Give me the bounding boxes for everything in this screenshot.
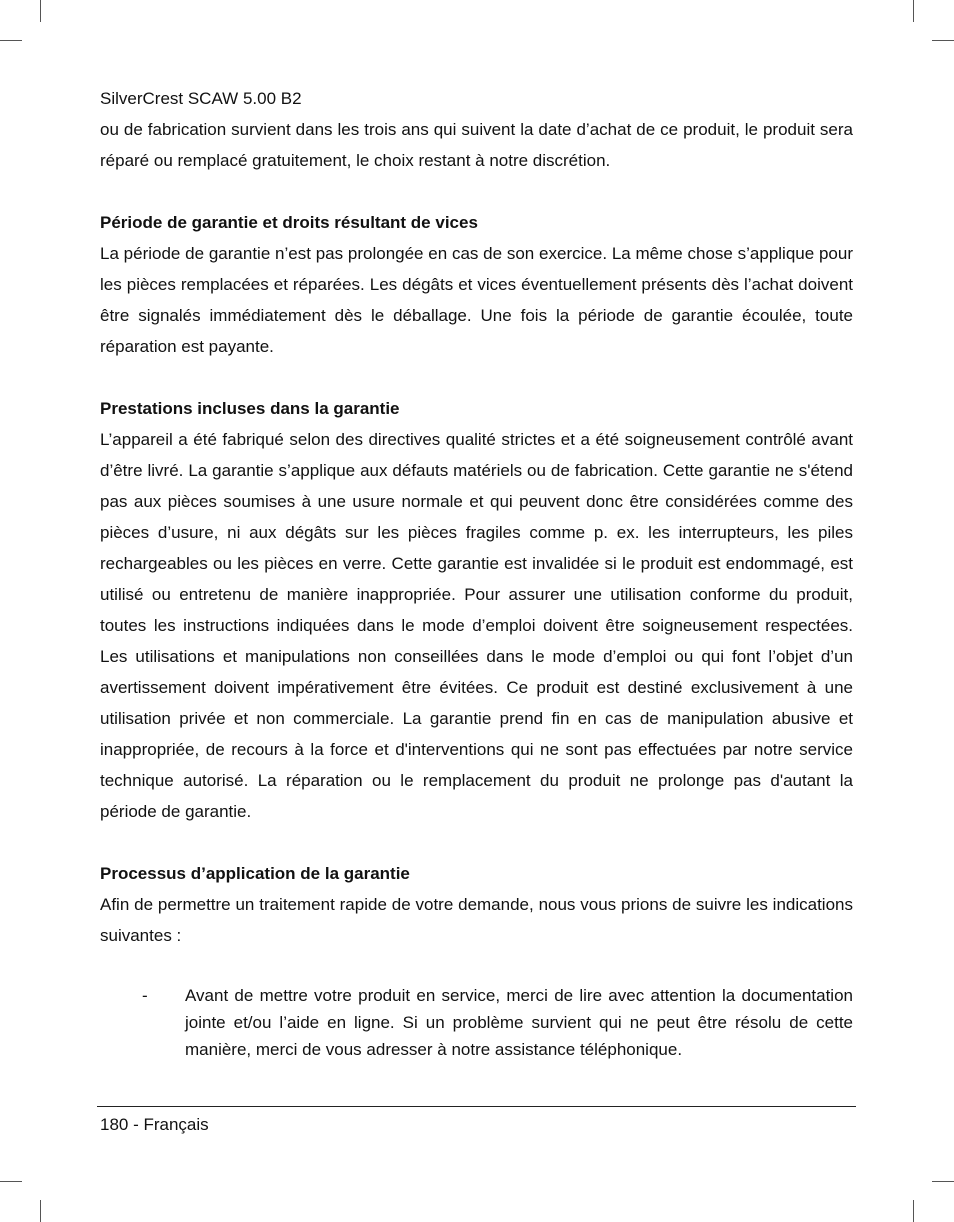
- crop-mark-bottom-right-horizontal: [932, 1181, 954, 1182]
- crop-mark-top-right-horizontal: [932, 40, 954, 41]
- crop-mark-top-left-horizontal: [0, 40, 22, 41]
- section-heading-included-services: Prestations incluses dans la garantie: [100, 399, 400, 418]
- crop-mark-bottom-left-vertical: [40, 1200, 41, 1222]
- section-heading-warranty-period: Période de garantie et droits résultant de vices: [100, 213, 478, 232]
- section-body-claim-process: Afin de permettre un traitement rapide de votre demande, nous vous prions de suivre les indications suivantes :: [100, 895, 853, 945]
- crop-mark-bottom-left-horizontal: [0, 1181, 22, 1182]
- section-body-warranty-period: La période de garantie n’est pas prolongée en cas de son exercice. La même chose s’applique pour les pièces remplacées et réparées. Les dégâts et vices éventuellement présents dès l’achat doivent être signalés immédiatement dès le déballage. Une fois la période de garantie écoulée, toute réparation est payante.: [100, 244, 853, 356]
- intro-paragraph: ou de fabrication survient dans les trois ans qui suivent la date d’achat de ce produit, le produit sera réparé ou remplacé gratuitement, le choix restant à notre discrétion.: [100, 120, 853, 170]
- running-header: SilverCrest SCAW 5.00 B2: [100, 89, 302, 108]
- bullet-text: Avant de mettre votre produit en service, merci de lire avec attention la documentation jointe et/ou l’aide en ligne. Si un problème survient qui ne peut être résolu de cette manière, merci de vous adresser à notre assistance téléphonique.: [185, 986, 853, 1059]
- crop-mark-bottom-right-vertical: [913, 1200, 914, 1222]
- section-body-included-services: L’appareil a été fabriqué selon des directives qualité strictes et a été soigneusement contrôlé avant d’être livré. La garantie s’applique aux défauts matériels ou de fabrication. Cette garantie ne s'étend pas aux pièces soumises à une usure normale et qui peuvent donc être considérées comme des pièces d’usure, ni aux dégâts sur les pièces fragiles comme p. ex. les interrupteurs, les piles rechargeables ou les pièces en verre. Cette garantie est invalidée si le produit est endommagé, est utilisé ou entretenu de manière inappropriée. Pour assurer une utilisation conforme du produit, toutes les instructions indiquées dans le mode d’emploi doivent être soigneusement respectées. Les utilisations et manipulations non conseillées dans le mode d’emploi ou qui font l’objet d’un avertissement doivent impérativement être évitées. Ce produit est destiné exclusivement à une utilisation privée et non commerciale. La garantie prend fin en cas de manipulation abusive et inappropriée, de recours à la force et d'interventions qui ne sont pas effectuées par notre service technique autorisé. La réparation ou le remplacement du produit ne prolonge pas d'autant la période de garantie.: [100, 430, 853, 821]
- page-content: [100, 114, 853, 1063]
- crop-mark-top-right-vertical: [913, 0, 914, 22]
- list-item: [100, 982, 853, 1063]
- page-footer: 180 - Français: [100, 1115, 209, 1134]
- section-heading-claim-process: Processus d’application de la garantie: [100, 864, 410, 883]
- bullet-marker: -: [142, 986, 148, 1005]
- footer-divider: [97, 1106, 856, 1107]
- crop-mark-top-left-vertical: [40, 0, 41, 22]
